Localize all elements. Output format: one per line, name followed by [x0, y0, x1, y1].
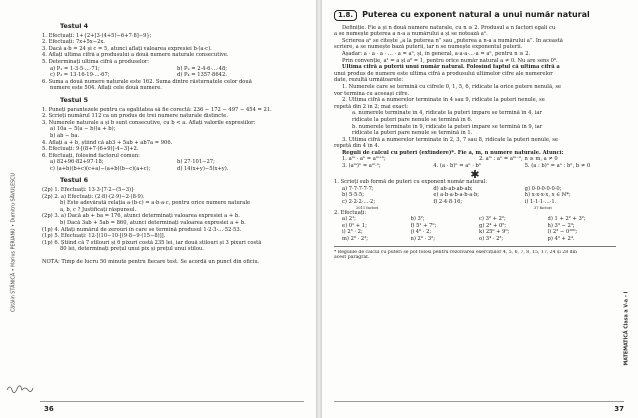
- exercise-subitem: b) 5·5·5;: [342, 192, 364, 199]
- test5-heading: Testul 5: [60, 95, 89, 104]
- test6-item: (1p) 5. Efectuați: 12·[(10−10·[(9·8−9·(15−8)]].: [42, 233, 166, 240]
- exercise-row: [334, 236, 616, 243]
- rule-item: ridicate la puteri pare nenule se termină în 6.: [352, 116, 473, 123]
- rule-formula: 3. (aᵐ)ⁿ = aᵐ·ⁿ;: [342, 163, 381, 170]
- exercise-subitem: i) 2³ · 2;: [342, 229, 363, 236]
- section-number-badge: 1.8.: [334, 10, 357, 21]
- exercise-subitem: i) 1·1·1·...·1.: [524, 199, 557, 206]
- exercise-item: 2. Efectuați:: [334, 209, 367, 216]
- exercise-subitem: m) 2⁰ · 2³;: [342, 236, 369, 242]
- exercise-subitem: c) 2·2·2·...·2;: [342, 199, 376, 206]
- rule-item: 1. Numerele care se termină cu cifrele 0, 1, 5, 6, ridicate la orice putere nenulă, se: [342, 83, 562, 90]
- rule-item: 2. Ultima cifră a numerelor terminate în 4 sau 9, ridicate la puteri nenule, se: [342, 97, 545, 104]
- test5-subitem: b) 27·101−27;: [177, 159, 215, 166]
- footer-rule: [40, 401, 304, 402]
- exercise-subitem: a) 2¹;: [342, 216, 356, 223]
- exercise-row: [334, 192, 616, 199]
- test5-subitems: [42, 159, 304, 166]
- exercise-star-icon: ✱: [470, 167, 480, 181]
- rule-item: repetă din 4 în 4.: [334, 143, 380, 150]
- exercise-row-notes: [334, 206, 616, 210]
- test6-item: b) Dacă 3ab + 5ab = 860, atunci determinați valoarea expresiei a + b.: [60, 220, 246, 227]
- left-page: [0, 0, 316, 418]
- test5-subitems: [42, 166, 304, 173]
- test5-item: 2. Scrieți numărul 112 ca un produs de trei numere naturale distincte.: [42, 113, 229, 120]
- exercise-subitem: j) 4⁰ · 2;: [410, 229, 432, 236]
- exercise-item: 1. Scrieți sub formă de puteri cu exponent număr natural:: [334, 179, 487, 186]
- right-page: [322, 0, 638, 418]
- body-text: Ultima cifră a puterii unui număr natural. Folosind faptul că ultima cifră a: [342, 64, 560, 71]
- exercise-row: [334, 199, 616, 206]
- footer-rule: [334, 401, 624, 402]
- body-text: Scrierea aⁿ se citește „a la puterea n” sau „puterea a n-a a numărului a”. În această: [342, 37, 563, 44]
- rule-item: ridicate la puteri pare nenule se termină în 1.: [352, 130, 473, 137]
- test4-item: 4. Aflați ultima cifră a produsului a două numere naturale consecutive.: [42, 52, 229, 59]
- exercise-subitem: h) 3³ − 2³;: [547, 222, 575, 229]
- test5-subitem: c) (a+b)(b+c)(c+a)−(a+b)(b−c)(a+c);: [50, 165, 151, 172]
- definition-text: Definiție. Fie a și n două numere naturale, cu n ≥ 2. Produsul a n factori egali cu: [342, 24, 556, 31]
- test6-heading: Testul 6: [60, 176, 89, 185]
- rule-item: repetă din 2 în 2; mai exact:: [334, 103, 409, 110]
- test5-item: 6. Efectuați, folosind factorul comun:: [42, 152, 140, 159]
- course-label: MATEMATICĂ Clasa a V-a – I: [624, 291, 630, 366]
- body-text: unui produs de numere este ultima cifră a produsului ultimelor cifre ale numerelor: [334, 70, 553, 77]
- right-column: [334, 10, 616, 261]
- test4-subitem: c) P₃ = 13·16·19·...·67;: [50, 72, 110, 79]
- test4-subitem: a) P₁ = 1·3·5·...·71;: [50, 65, 100, 72]
- rules-row: [334, 156, 616, 163]
- rule-item: 3. Ultima cifră a numerelor terminate în 2, 3, 7 sau 8, ridicate la puteri nenule, se: [342, 136, 558, 143]
- test5-item: 5. Efectuați: 9·[(8+7·(6+9)]·4−3]+2.: [42, 146, 139, 153]
- test4-subitem: b) P₂ = 2·4·6·...·48;: [177, 65, 228, 72]
- test6-item: 80 lei, determinați prețul unui pix și prețul unui stilou.: [60, 246, 204, 253]
- test6-item: (1p) 4. Aflați numărul de zerouri în care se termină produsul 1·2·3·...·52·53.: [42, 226, 242, 233]
- exercise-subitem: k) 25⁰ + 9⁰;: [479, 229, 510, 236]
- author-sidebar: [8, 150, 18, 340]
- exercise-subitem: f) 2·4·8·16;: [433, 199, 463, 206]
- test4-item: 5. Determinați ultima cifră a produselor:: [42, 58, 150, 65]
- exercise-subitem: d) ab·ab·ab·ab;: [433, 185, 473, 192]
- test6-item: (1p) 6. Știind că 7 stilouri și 6 pixuri costă 235 lei, iar două stilouri și 3 pixuri costă: [42, 239, 262, 246]
- test5-subitem: d) 14(x+y)−5(x+y).: [177, 165, 229, 172]
- rule-item: a. numerele terminate în 4, ridicate la puteri impare se termină în 4, iar: [352, 110, 542, 117]
- author-names: Cătălin STĂNICĂ • Marius PERIANU • Dumitru SĂVULESCU: [11, 172, 17, 313]
- body-text: Prin convenție, a¹ = a și a⁰ = 1, pentru orice număr natural a ≠ 0. Nu are sens 0⁰.: [342, 57, 558, 64]
- exercise-subitem: c) 3² + 2²;: [479, 216, 506, 223]
- exercise-row: [334, 186, 616, 193]
- footnote: * Regulile de calcul cu puteri se pot folosi pentru rezolvarea exercițiilor 4, 5, 6, 7, 8, 15, 17, 24 și 28 din: [334, 249, 577, 255]
- test6-item: b) Este adevărată relația a·(b·c) = a·b·a·c, pentru orice numere naturale: [60, 200, 251, 207]
- factor-note: 37 factori: [534, 205, 552, 210]
- exercise-subitem: h) x·x·x·x, x ∈ ℕ*;: [524, 192, 571, 199]
- rule-formula: 1. aᵐ · aⁿ = aᵐ⁺ⁿ;: [342, 156, 386, 163]
- test5-item: b) ab − ba.: [50, 132, 80, 139]
- exercise-subitem: b) 3²;: [410, 216, 425, 223]
- exercise-subitem: d) 1 + 2² + 3²;: [547, 216, 586, 223]
- factor-note: 2011 factori: [356, 205, 379, 210]
- definition-text: a se numește puterea a n-a a numărului a și se notează aⁿ.: [334, 31, 488, 38]
- rule-item: b. numerele terminate în 9, ridicate la puteri impare se termină în 9, iar: [352, 123, 543, 130]
- test6-item: (2p) 3. a) Dacă ab + ba = 176, atunci determinați valoarea expresiei a + b.: [42, 213, 240, 220]
- test4-item: 1. Efectuați: 1+{2+[3·(4+5)−6+7·8]−9};: [42, 32, 152, 39]
- footnote: acest paragraf.: [334, 255, 370, 261]
- test5-item: 1. Puneți parantezele pentru ca egalitatea să fie corectă: 236 − 172 − 497 − 454 = 21.: [42, 106, 272, 113]
- test4-item: numere este 504. Aflați cele două numere.: [50, 85, 162, 92]
- section-title: [334, 10, 616, 21]
- exercise-subitem: e) a·b·a·b·a·b·a·b;: [433, 192, 480, 199]
- exercise-subitem: g) 0·0·0·0·0·0;: [524, 185, 562, 192]
- test6-item: (2p) 1. Efectuați: 13·3·[7·2−(5−3)]·: [42, 187, 135, 194]
- test5-subitem: a) 82+96·82+97·18;: [50, 159, 104, 166]
- test4-subitems: [42, 66, 304, 73]
- left-column: [42, 18, 304, 266]
- rule-item: vor termina cu aceeași cifre.: [334, 90, 410, 97]
- rule-formula: 5. (a : b)ⁿ = aⁿ : bⁿ, b ≠ 0: [524, 163, 591, 170]
- time-note: NOTĂ: Timp de lucru 50 minute pentru fiecare test. Se acordă un punct din oficiu.: [42, 259, 260, 265]
- exercise-subitem: l) 2³ − 0¹⁰⁰;: [547, 229, 578, 236]
- body-text: date, rezultă următoarele:: [334, 77, 404, 84]
- exercise-row: [334, 223, 616, 230]
- exercise-row: [334, 216, 616, 223]
- signature-mark: [6, 382, 34, 394]
- page-number: 37: [614, 405, 624, 413]
- exercise-subitem: f) 5¹ + 7⁰;: [410, 222, 437, 229]
- test4-item: 2. Efectuați: 7x+5x−2x.: [42, 39, 105, 46]
- footnote-rule: [334, 246, 616, 247]
- test5-item: 3. Numerele naturale a și b sunt consecutive, cu b < a. Aflați valorile expresiilor:: [42, 119, 256, 126]
- body-text: Așadar: a · a · a · ... · a = aⁿ, și, în general, a·a·a·...·a = aⁿ, pentru n ≥ 2.: [342, 50, 531, 57]
- course-sidebar: [622, 270, 632, 390]
- exercise-subitem: n) 2⁰ · 3²;: [410, 236, 435, 242]
- test5-item: 4. Aflați a + b, știind că ab3 + 5ab + ab7a = 906.: [42, 139, 173, 146]
- exercise-subitem: o) 3⁴ · 2³;: [479, 236, 504, 242]
- page-number: 36: [44, 405, 54, 413]
- exercise-subitem: e) 0¹ + 1;: [342, 222, 367, 229]
- test4-subitem: d) P₄ = 1357·8642.: [177, 72, 227, 79]
- rule-formula: 2. aᵐ : aⁿ = aᵐ⁻ⁿ, n ≥ m, a ≠ 0: [479, 156, 558, 163]
- test4-item: 6. Suma a două numere naturale este 162. Suma dintre răsturnatele celor două: [42, 78, 252, 85]
- test6-item: a, b, c ? Justificați răspunsul.: [60, 206, 137, 213]
- test6-item: (2p) 2. a) Efectuați: (2·8)·(2·9)−2·(8·9).: [42, 193, 145, 200]
- test4-heading: Testul 4: [60, 22, 89, 30]
- exercise-row: [334, 229, 616, 236]
- section-heading: Puterea cu exponent natural a unui număr natural: [362, 10, 590, 19]
- test4-subitems: [42, 72, 304, 79]
- rule-formula: 4. (a · b)ⁿ = aⁿ · bⁿ: [433, 163, 482, 170]
- test4-item: 3. Dacă a·b = 24 și c = 5, atunci aflați valoarea expresiei b·(a·c).: [42, 45, 212, 52]
- exercise-subitem: g) 2⁴ + 0⁵;: [479, 222, 507, 229]
- body-text: scriere, a se numește bază puterii, iar n se numește exponentul puterii.: [334, 44, 523, 51]
- exercise-subitem: p) 4³ + 2⁴.: [547, 236, 575, 242]
- test5-item: a) 10a − 5(a − b)(a + b);: [50, 126, 116, 133]
- rules-heading: Reguli de calcul cu puteri (extindere)*. Fie a, m, n numere naturale. Atunci:: [342, 149, 564, 156]
- exercise-subitem: a) 7·7·7·7·7;: [342, 185, 374, 192]
